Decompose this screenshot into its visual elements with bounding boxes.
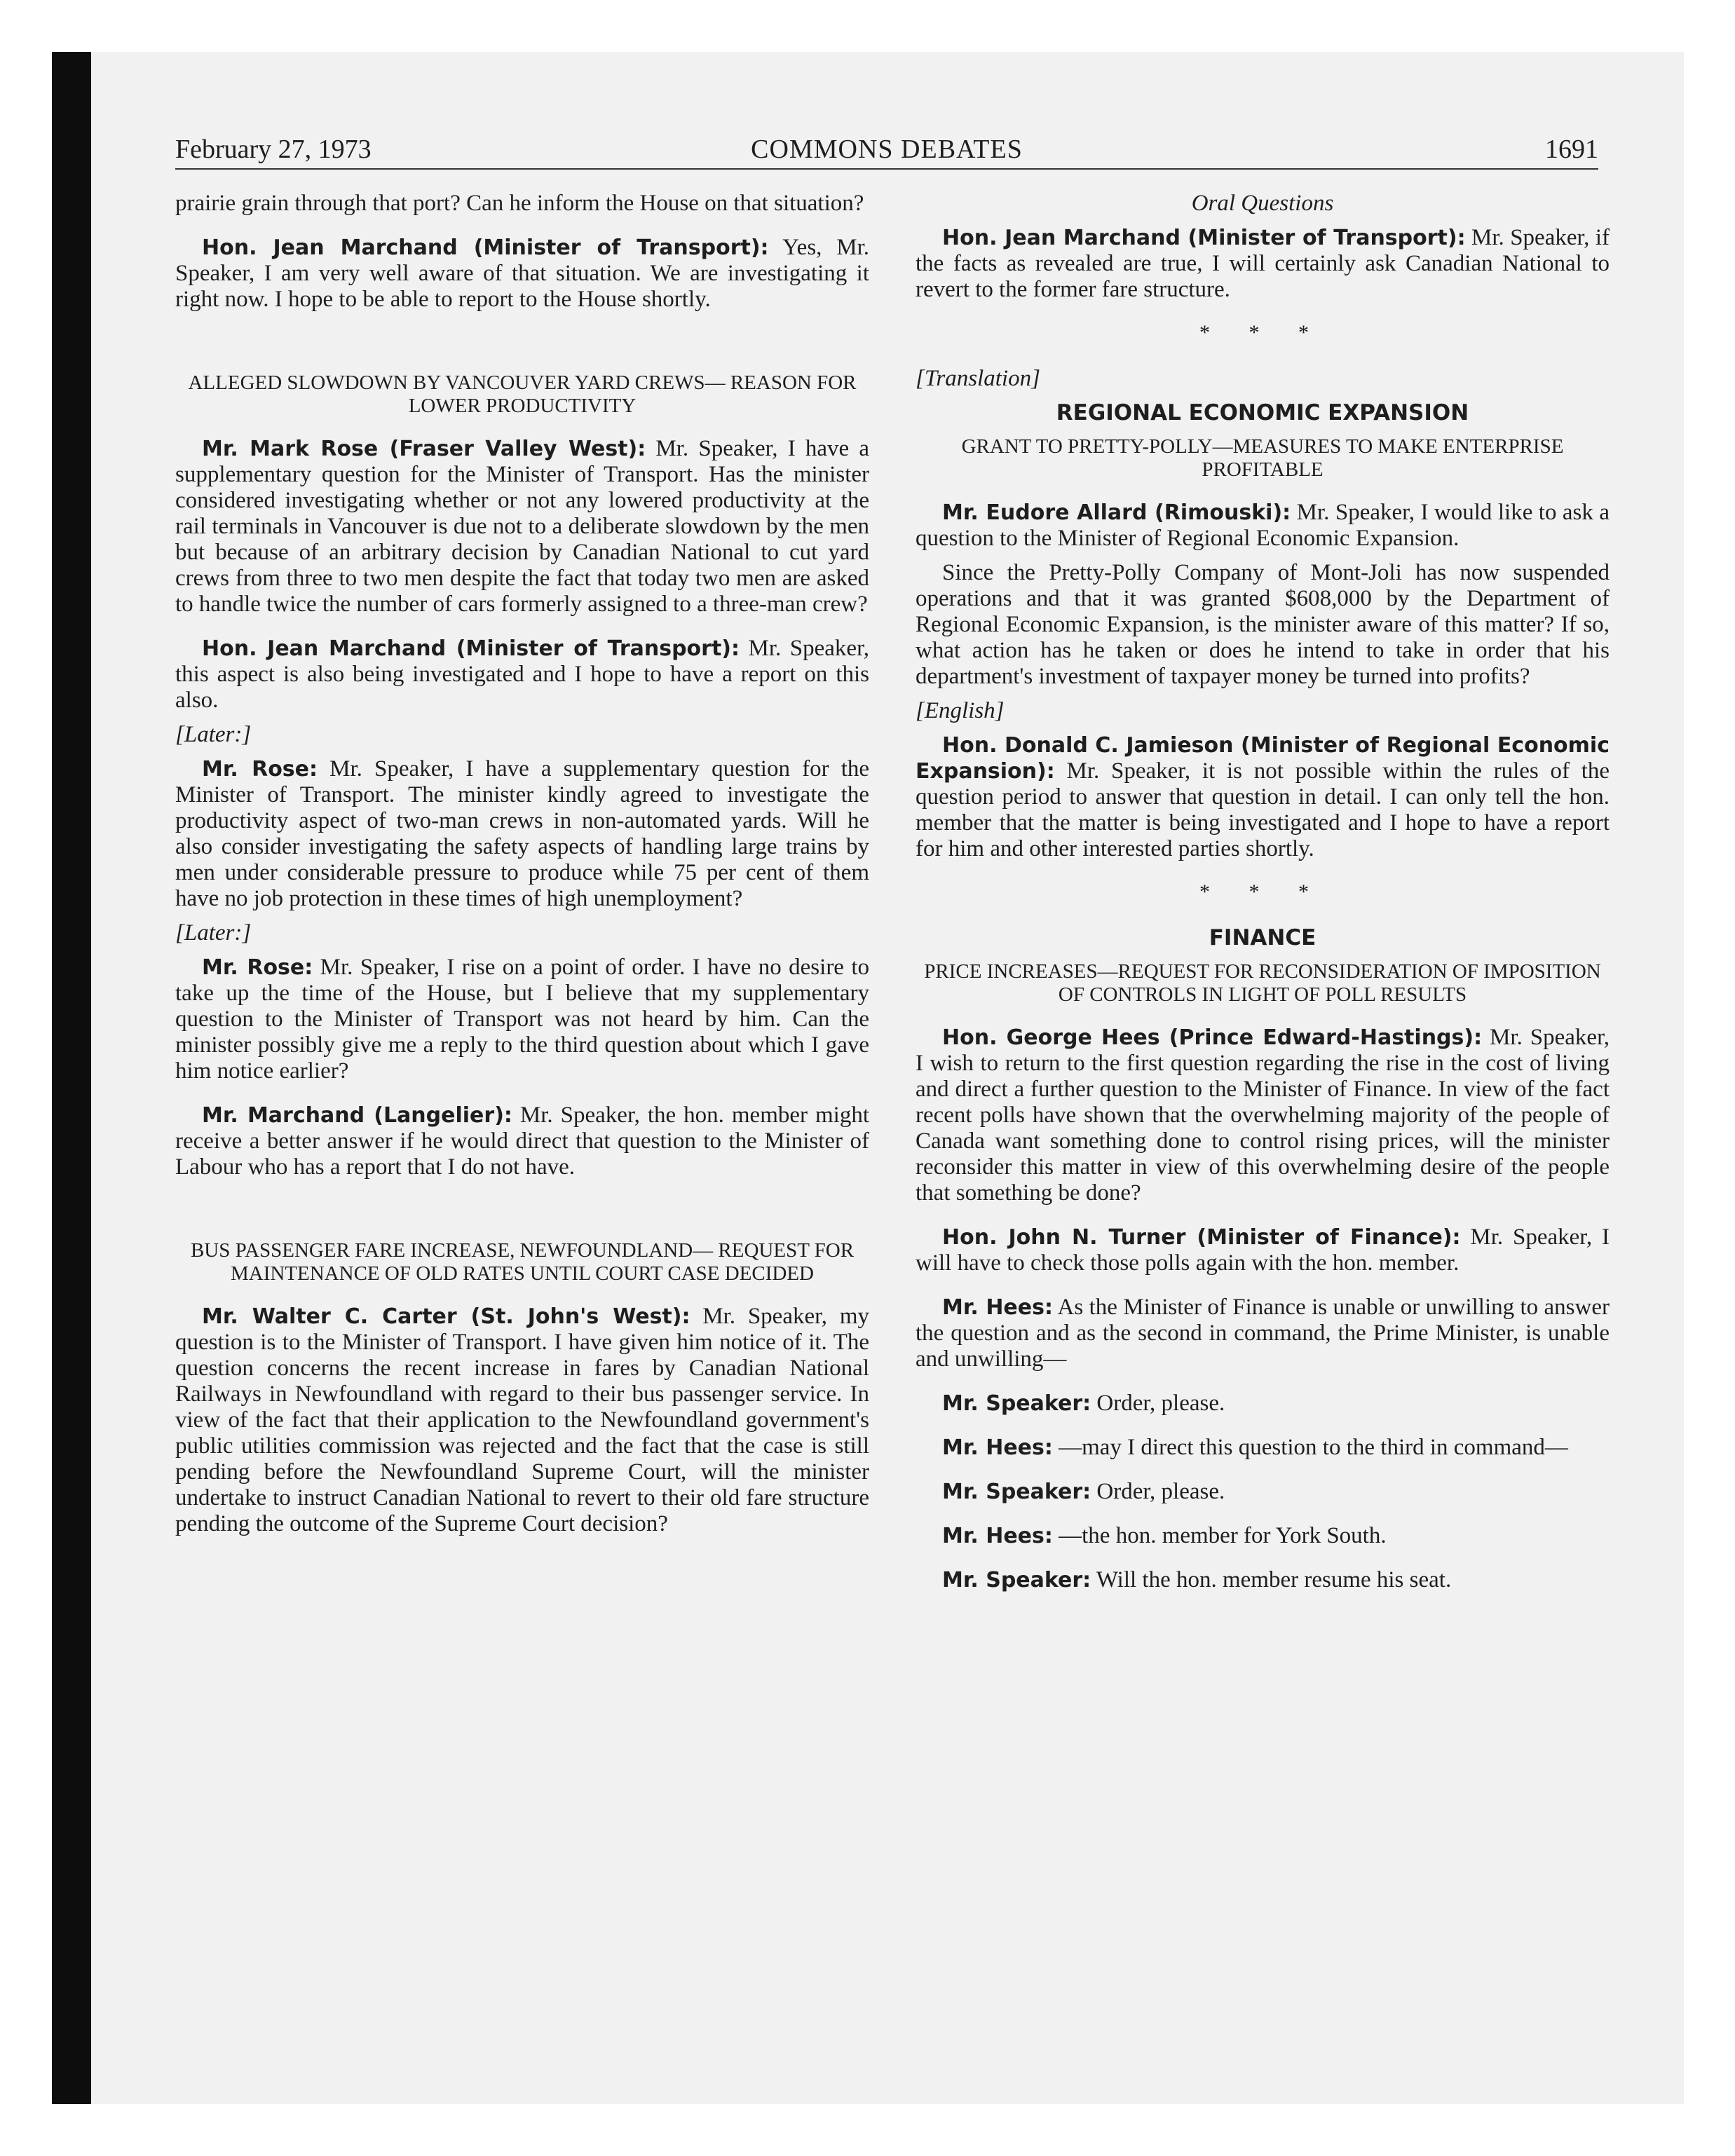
paragraph bbox=[175, 235, 869, 313]
paragraph bbox=[916, 500, 1610, 552]
speaker-name: Mr. Speaker: bbox=[942, 1568, 1091, 1592]
section-divider: * * * bbox=[1199, 880, 1326, 903]
speech-text: Mr. Speaker, I will have to check those polls again with the hon. member. bbox=[916, 1224, 1610, 1276]
section-heading: BUS PASSENGER FARE INCREASE, NEWFOUNDLAND— REQUEST FOR MAINTENANCE OF OLD RATES UNTIL COURT CASE DECIDED bbox=[190, 1239, 855, 1285]
section-divider: * * * bbox=[1199, 321, 1326, 344]
translation-note: [Translation] bbox=[916, 366, 1040, 391]
speech-text: Will the hon. member resume his seat. bbox=[1096, 1567, 1452, 1592]
speech-text: Mr. Speaker, I would like to ask a question to the Minister of Regional Economic Expansion. bbox=[916, 500, 1610, 551]
paragraph bbox=[916, 732, 1610, 862]
paragraph bbox=[916, 225, 1610, 303]
speaker-name: Mr. Rose: bbox=[202, 955, 313, 980]
paragraph bbox=[916, 1391, 1610, 1417]
paragraph bbox=[916, 1025, 1610, 1206]
speaker-name: Mr. Rose: bbox=[202, 757, 318, 782]
paragraph bbox=[175, 436, 869, 618]
left-column bbox=[175, 191, 869, 1555]
paragraph bbox=[175, 1304, 869, 1537]
speech-text: Mr. Speaker, I wish to return to the first question regarding the rise in the cost of living and direct a further question to the Minister of Finance. In view of the fact recent polls have shown that the overwhelming majority of the people of Canada want something done to control rising prices, will the minister reconsider this matter in view of this overwhelming desire of the people that something be done? bbox=[916, 1025, 1610, 1206]
paragraph bbox=[916, 1435, 1610, 1461]
section-label: Oral Questions bbox=[1191, 191, 1334, 216]
speaker-name: Hon. George Hees (Prince Edward-Hastings): bbox=[942, 1025, 1483, 1050]
speaker-name: Mr. Hees: bbox=[942, 1295, 1053, 1320]
right-column bbox=[916, 191, 1610, 1611]
paragraph bbox=[916, 1295, 1610, 1372]
paragraph bbox=[916, 1224, 1610, 1276]
speech-text: Mr. Speaker, the hon. member might receive a better answer if he would direct that question to the Minister of Labour who has a report that I do not have. bbox=[175, 1103, 870, 1180]
paragraph bbox=[175, 955, 869, 1084]
speech-text: Mr. Speaker, I rise on a point of order. I have no desire to take up the time of the House, but I believe that my supplementary question to the Minister of Transport was not heard by him. Can the minister possibly give me a reply to the third question about which I gave him notice earlier? bbox=[175, 955, 870, 1084]
header-publication: COMMONS DEBATES bbox=[751, 135, 1023, 164]
header-date: February 27, 1973 bbox=[175, 135, 372, 164]
speaker-name: Mr. Hees: bbox=[942, 1524, 1053, 1548]
paragraph bbox=[175, 636, 869, 714]
speech-text: Mr. Speaker, I have a supplementary question for the Minister of Transport. The minister kindly agreed to investigate the productivity aspect of two-man crews in non-automated yards. Will he also consider investigating the safety aspects of handling large trains by men under considerable pressure to produce while 75 per cent of them have no job protection in these times of high unemployment? bbox=[175, 756, 870, 911]
speaker-name: Mr. Speaker: bbox=[942, 1480, 1091, 1504]
english-note: [English] bbox=[916, 698, 1005, 723]
page-number: 1691 bbox=[1545, 135, 1598, 164]
running-head bbox=[175, 132, 1598, 170]
speech-text: Mr. Speaker, my question is to the Minister of Transport. I have given him notice of it. The question concerns the recent increase in fares by Canadian National Railways in Newfoundland with regard to their bus passenger service. In view of the fact that their application to the Newfoundland government's public utilities commission was rejected and the fact that the case is still pending before the Newfoundland Supreme Court, will the minister undertake to instruct Canadian National to revert to their old fare structure pending the outcome of the Supreme Court decision? bbox=[175, 1304, 869, 1536]
later-note: [Later:] bbox=[175, 722, 252, 747]
section-heading: ALLEGED SLOWDOWN BY VANCOUVER YARD CREWS— REASON FOR LOWER PRODUCTIVITY bbox=[188, 371, 857, 417]
speech-text: As the Minister of Finance is unable or unwilling to answer the question and as the second in command, the Prime Minister, is unable and unwilling— bbox=[916, 1295, 1610, 1372]
speech-text: Mr. Speaker, if the facts as revealed are true, I will certainly ask Canadian National to revert to the former fare structure. bbox=[916, 225, 1610, 302]
major-heading: REGIONAL ECONOMIC EXPANSION bbox=[1056, 400, 1469, 425]
paragraph bbox=[916, 1567, 1610, 1593]
speaker-name: Mr. Marchand (Langelier): bbox=[202, 1103, 512, 1128]
speaker-name: Mr. Speaker: bbox=[942, 1391, 1091, 1416]
speech-text: Yes, Mr. Speaker, I am very well aware of that situation. We are investigating it right now. I hope to be able to report to the House shortly. bbox=[175, 235, 869, 312]
speech-text: Order, please. bbox=[1096, 1391, 1225, 1416]
speaker-name: Hon. Donald C. Jamieson (Minister of Regional Economic Expansion): bbox=[916, 733, 1610, 784]
scan-binding-edge bbox=[52, 52, 91, 2104]
speaker-name: Mr. Eudore Allard (Rimouski): bbox=[942, 500, 1291, 525]
paragraph bbox=[175, 756, 869, 912]
speech-text: —the hon. member for York South. bbox=[1059, 1523, 1387, 1548]
speaker-name: Mr. Hees: bbox=[942, 1435, 1053, 1460]
later-note: [Later:] bbox=[175, 920, 252, 946]
speech-text: Mr. Speaker, it is not possible within the rules of the question period to answer that question in detail. I can only tell the hon. member that the matter is being investigated and I hope to have a report for him and other interested parties shortly. bbox=[916, 758, 1610, 861]
major-heading: FINANCE bbox=[1209, 925, 1316, 950]
paragraph: prairie grain through that port? Can he inform the House on that situation? bbox=[175, 191, 864, 216]
speaker-name: Mr. Mark Rose (Fraser Valley West): bbox=[202, 437, 646, 461]
section-heading: GRANT TO PRETTY-POLLY—MEASURES TO MAKE ENTERPRISE PROFITABLE bbox=[961, 435, 1564, 481]
paragraph bbox=[916, 1523, 1610, 1549]
paragraph bbox=[916, 1479, 1610, 1505]
speech-text: Order, please. bbox=[1096, 1479, 1225, 1504]
paragraph bbox=[175, 1103, 869, 1180]
speaker-name: Hon. John N. Turner (Minister of Finance): bbox=[942, 1225, 1461, 1250]
speaker-name: Hon. Jean Marchand (Minister of Transport): bbox=[202, 636, 740, 661]
speech-text: Mr. Speaker, this aspect is also being investigated and I hope to have a report on this also. bbox=[175, 636, 869, 713]
speech-text: Mr. Speaker, I have a supplementary question for the Minister of Transport. Has the minister considered investigating whether or not any lowered productivity at the rail terminals in Vancouver is due not to a deliberate slowdown by the men but because of an arbitrary decision by Canadian National to cut yard crews from three to two men despite the fact that today two men are asked to handle twice the number of cars formerly assigned to a three-man crew? bbox=[175, 436, 869, 617]
speaker-name: Hon. Jean Marchand (Minister of Transport): bbox=[942, 226, 1466, 250]
section-heading: PRICE INCREASES—REQUEST FOR RECONSIDERATION OF IMPOSITION OF CONTROLS IN LIGHT OF POLL RESULTS bbox=[924, 960, 1601, 1006]
speaker-name: Hon. Jean Marchand (Minister of Transport): bbox=[202, 236, 769, 260]
speech-text: —may I direct this question to the third in command— bbox=[1059, 1435, 1568, 1460]
speaker-name: Mr. Walter C. Carter (St. John's West): bbox=[202, 1304, 690, 1329]
paragraph: Since the Pretty-Polly Company of Mont-Joli has now suspended operations and that it was granted $608,000 by the Department of Regional Economic Expansion, is the minister aware of this matter? If so, what action has he taken or does he intend to take in order that his department's investment of taxpayer money be turned into profits? bbox=[916, 560, 1610, 689]
